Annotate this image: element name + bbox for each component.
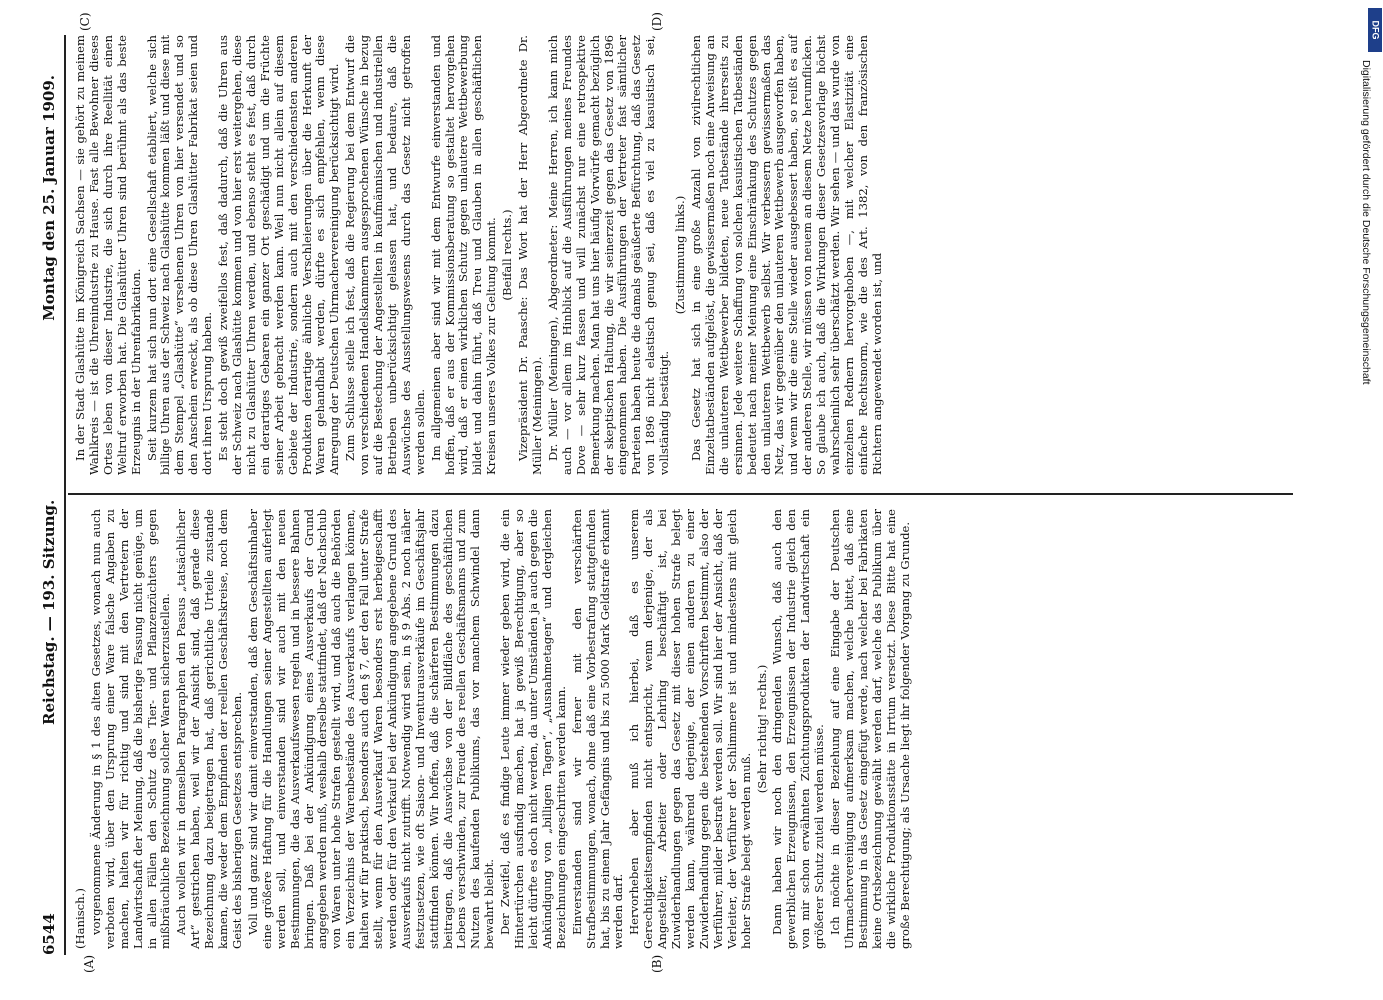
- interjection: (Beifall rechts.): [500, 209, 515, 301]
- page-number: 6544: [40, 913, 58, 955]
- logo-text: DFG: [1370, 20, 1380, 40]
- digitization-credit: Digitalisierung gefördert durch die Deutsche Forschungsgemeinschaft: [1360, 60, 1372, 385]
- paragraph: Zum Schlusse stelle ich fest, daß die Regierung bei dem Entwurf die von verschiedenen Handelskammern ausgesprochenen Wünsche in bezug auf die Bestechung der Angestellten in kaufmännischen und industriellen Betrieben unberücksichtigt gelassen hat, und bedaure, daß die Auswüchse des Ausstellungswesens durch das Gesetz nicht getroffen werden sollen.: [343, 35, 427, 475]
- margin-marker-c: (C): [78, 12, 92, 31]
- paragraph: In der Stadt Glashütte im Königreich Sachsen — sie gehört zu meinem Wahlkreis — ist die Uhrenindustrie zu Hause. Fast alle Bewohner dieses Ortes leben von dieser Industrie, die sich durch ihre Reellität einen Weltruf erworben hat. Die Glashütter Uhren sind berühmt als das beste Erzeugnis in der Uhrenfabrikation.: [73, 35, 143, 475]
- paragraph: Voll und ganz sind wir damit einverstanden, daß dem Geschäftsinhaber eine größere Haftung für die Handlungen seiner Angestellten auferlegt werden soll, und einverstanden sind wir auch mit den neuen Bestimmungen, die das Ausverkaufswesen regeln und in bessere Bahnen bringen. Daß bei der Ankündigung eines Ausverkaufs der Grund angegeben werden muß, weshalb derselbe stattfindet, daß der Nachschub von Waren unter hohe Strafen gestellt wird, und daß auch die Behörden ein Verzeichnis der Warenbestände des Ausverkaufs verlangen können, halten wir für praktisch, besonders auch den § 7, der den Fall unter Strafe stellt, wenn für den Ausverkauf Waren besonders erst herbeigeschafft werden oder für den Verkauf bei der Ankündigung angegebene Grund des Ausverkaufs nicht zutrifft. Notwendig wird sein, in § 9 Abs. 2 noch näher festzusetzen, wie oft Saison- und Inventurausverkäufe im Geschäftsjahr stattfinden können. Wir hoffen, daß die schärferen Bestimmungen dazu beitragen, daß die Auswüchse von der Bildfläche des geschäftlichen Lebens verschwinden, zur Freude des reellen Geschäftsmanns und zum Nutzen des kaufenden Publikums, das vor manchem Schwindel dann bewahrt bleibt.: [245, 509, 497, 949]
- paragraph: Einverstanden sind wir ferner mit den verschärften Strafbestimmungen, wonach, ohne daß eine Vorbestrafung stattgefunden hat, bis zu einem Jahr Gefängnis und bis zu 5000 Mark Geldstrafe erkannt werden darf.: [569, 509, 626, 949]
- paragraph: vorgenommene Änderung in § 1 des alten Gesetzes, wonach nun auch verboten wird, über den Ursprung einer Ware falsche Angaben zu machen, halten wir für richtig und sind mit den Vertretern der Landwirtschaft der Meinung, daß die bisherige Fassung nicht genüge, um in allen Fällen den Schutz des Tier- und Pflanzenzüchters gegen mißbräuchliche Bezeichnung solcher Waren sicherzustellen.: [88, 509, 173, 949]
- margin-marker-d: (D): [650, 12, 664, 31]
- header-rule: [64, 35, 66, 955]
- paragraph: Auch wollen wir in demselben Paragraphen den Passus „tatsächlicher Art“ gestrichen haben, weil wir der Ansicht sind, daß gerade diese Bezeichnung dazu beigetragen hat, daß gerichtliche Urteile zustande kamen, die weder dem Empfinden der reellen Geschäftskreise, noch dem Geist des bisherigen Gesetzes entsprechen.: [174, 509, 244, 949]
- paragraph: Ich möchte in dieser Beziehung auf eine Eingabe der Deutschen Uhrmachervereinigung aufmerksam machen, welche bittet, daß eine Bestimmung in das Gesetz eingefügt werde, nach welcher bei Fabrikaten keine Ortsbezeichnung gewählt werden darf, welche das Publikum über die wirkliche Produktionsstätte in Irrtum versetzt. Diese Bitte hat eine große Berechtigung; als Ursache liegt ihr folgender Vorgang zu Grunde.: [828, 509, 912, 949]
- session-title: Reichstag. — 193. Sitzung.: [40, 499, 58, 725]
- paragraph: Es steht doch gewiß zweifellos fest, daß dadurch, daß die Uhren aus der Schweiz nach Glashütte kommen und von hier erst weitergehen, diese nicht zu Glashütter Uhren werden, und ebenso steht es fest, daß durch ein derartiges Gebaren ein ganzer Ort geschädigt und um die Früchte seiner Arbeit gebracht werden kann. Weil nun nicht allein auf diesem Gebiete der Industrie, sondern auch mit den verschiedensten anderen Produkten derartige ähnliche Verschleierungen über die Herkunft der Waren gehandhabt werden, dürfte es sich empfehlen, wenn diese Anregung der Deutschen Uhrmachervereinigung berücksichtigt wird.: [216, 35, 342, 475]
- column-divider: [68, 493, 1293, 495]
- rotated-page: [30, 12, 1320, 975]
- paragraph: Im allgemeinen aber sind wir mit dem Entwurfe einverstanden und hoffen, daß er aus der Kommissionsberatung so gestaltet hervorgehen wird, daß er einen wirklichen Schutz gegen unlautere Wettbewerbung bildet und dahin führt, daß Treu und Glauben in allen geschäftlichen Kreisen unseres Volkes zur Geltung kommt.: [428, 35, 499, 475]
- paragraph: Vizepräsident Dr. Paasche: Das Wort hat der Herr Abgeordnete Dr. Müller (Meiningen).: [516, 35, 544, 475]
- paragraph: Dr. Müller (Meiningen), Abgeordneter: Meine Herren, ich kann mich auch — vor allem im Hinblick auf die Ausführungen meines Freundes Dove — sehr kurz fassen und will zunächst nur eine retrospektive Bemerkung machen. Man hat uns hier häufig Vorwürfe gemacht bezüglich der skeptischen Haltung, die wir seinerzeit gegen das Gesetz von 1896 eingenommen haben. Die Ausführungen der Vertreter fast sämtlicher Parteien haben heute die damals geäußerte Befürchtung, daß das Gesetz von 1896 nicht elastisch genug sei, daß es viel zu kasuistisch sei, vollständig bestätigt.: [545, 35, 672, 475]
- paragraph: Seit kurzem hat sich nun dort eine Gesellschaft etabliert, welche sich billige Uhren aus der Schweiz nach Glashütte kommen läßt und diese mit dem Stempel „Glashütte“ versehenen Uhren von hier versendet und so den Anschein erweckt, als ob diese Uhren Glashütter Fabrikat seien und dort ihren Ursprung haben.: [144, 35, 215, 475]
- speaker-name: (Hanisch.): [73, 888, 87, 949]
- right-column: [74, 35, 887, 475]
- left-column: [74, 509, 914, 949]
- session-date: Montag den 25. Januar 1909.: [40, 75, 58, 321]
- paragraph: Der Zweifel, daß es findige Leute immer wieder geben wird, die ein Hintertürchen ausfindig machen, hat ja gewiß Berechtigung, aber so leicht dürfte es doch nicht werden, da unter Umständen ja auch gegen die Ankündigung von „billigen Tagen“, „Ausnahmetagen“ und dergleichen Bezeichnungen eingeschritten werden kann.: [498, 509, 568, 949]
- margin-marker-b: (B): [650, 954, 664, 973]
- dfg-logo: [1368, 8, 1382, 52]
- paragraph: Dann haben wir noch den dringenden Wunsch, daß auch den gewerblichen Erzeugnissen, den Erzeugnissen der Industrie gleich den von mir schon erwähnten Züchtungsprodukten der Landwirtschaft ein größerer Schutz zuteil werden müsse.: [770, 509, 827, 949]
- paragraph: Das Gesetz hat sich in eine große Anzahl von zivilrechtlichen Einzeltatbeständen aufgelöst, die gewissermaßen noch eine Anweisung an die unlauteren Wettbewerber bildeten, neue Tatbestände ihrerseits zu ersinnen. Jede weitere Schaffung von solchen kasuistischen Tatbeständen bedeutet nach meiner Meinung eine Einschränkung des Schutzes gegen den unlauteren Wettbewerb selbst. Wir verbessern gewissermaßen das Netz, das wir gegenüber den unlauteren Wettbewerb ausgeworfen haben, und wenn wir die eine Stelle wieder ausgebessert haben, so reißt es auf der anderen Stelle, wir müssen von neuem an diesem Netze herumflicken. So glaube ich auch, daß die Wirkungen dieser Gesetzesvorlage höchst wahrscheinlich sehr überschätzt werden. Wir sehen — und das wurde von einzelnen Rednern hervorgehoben —, mit welcher Elastizität eine einfache Rechtsnorm, wie die des Art. 1382, von den französischen Richtern angewendet worden ist, und: [688, 35, 884, 475]
- paragraph: Hervorheben aber muß ich hierbei, daß es unserem Gerechtigkeitsempfinden nicht entspricht, wenn derjenige, der als Angestellter, Arbeiter oder Lehrling beschäftigt ist, bei Zuwiderhandlungen gegen das Gesetz mit dieser hohen Strafe belegt werden kann, während derjenige, der einen anderen zu einer Zuwiderhandlung gegen die bestehenden Vorschriften bestimmt, also der Verführer, milder bestraft werden soll. Wir sind hier der Ansicht, daß der Verleiter, der Verführer der Schlimmere ist und mindestens mit gleich hoher Strafe belegt werden muß.: [627, 509, 753, 949]
- interjection: (Sehr richtig! rechts.): [754, 664, 769, 794]
- interjection: (Zustimmung links.): [673, 195, 688, 315]
- margin-marker-a: (A): [82, 954, 96, 973]
